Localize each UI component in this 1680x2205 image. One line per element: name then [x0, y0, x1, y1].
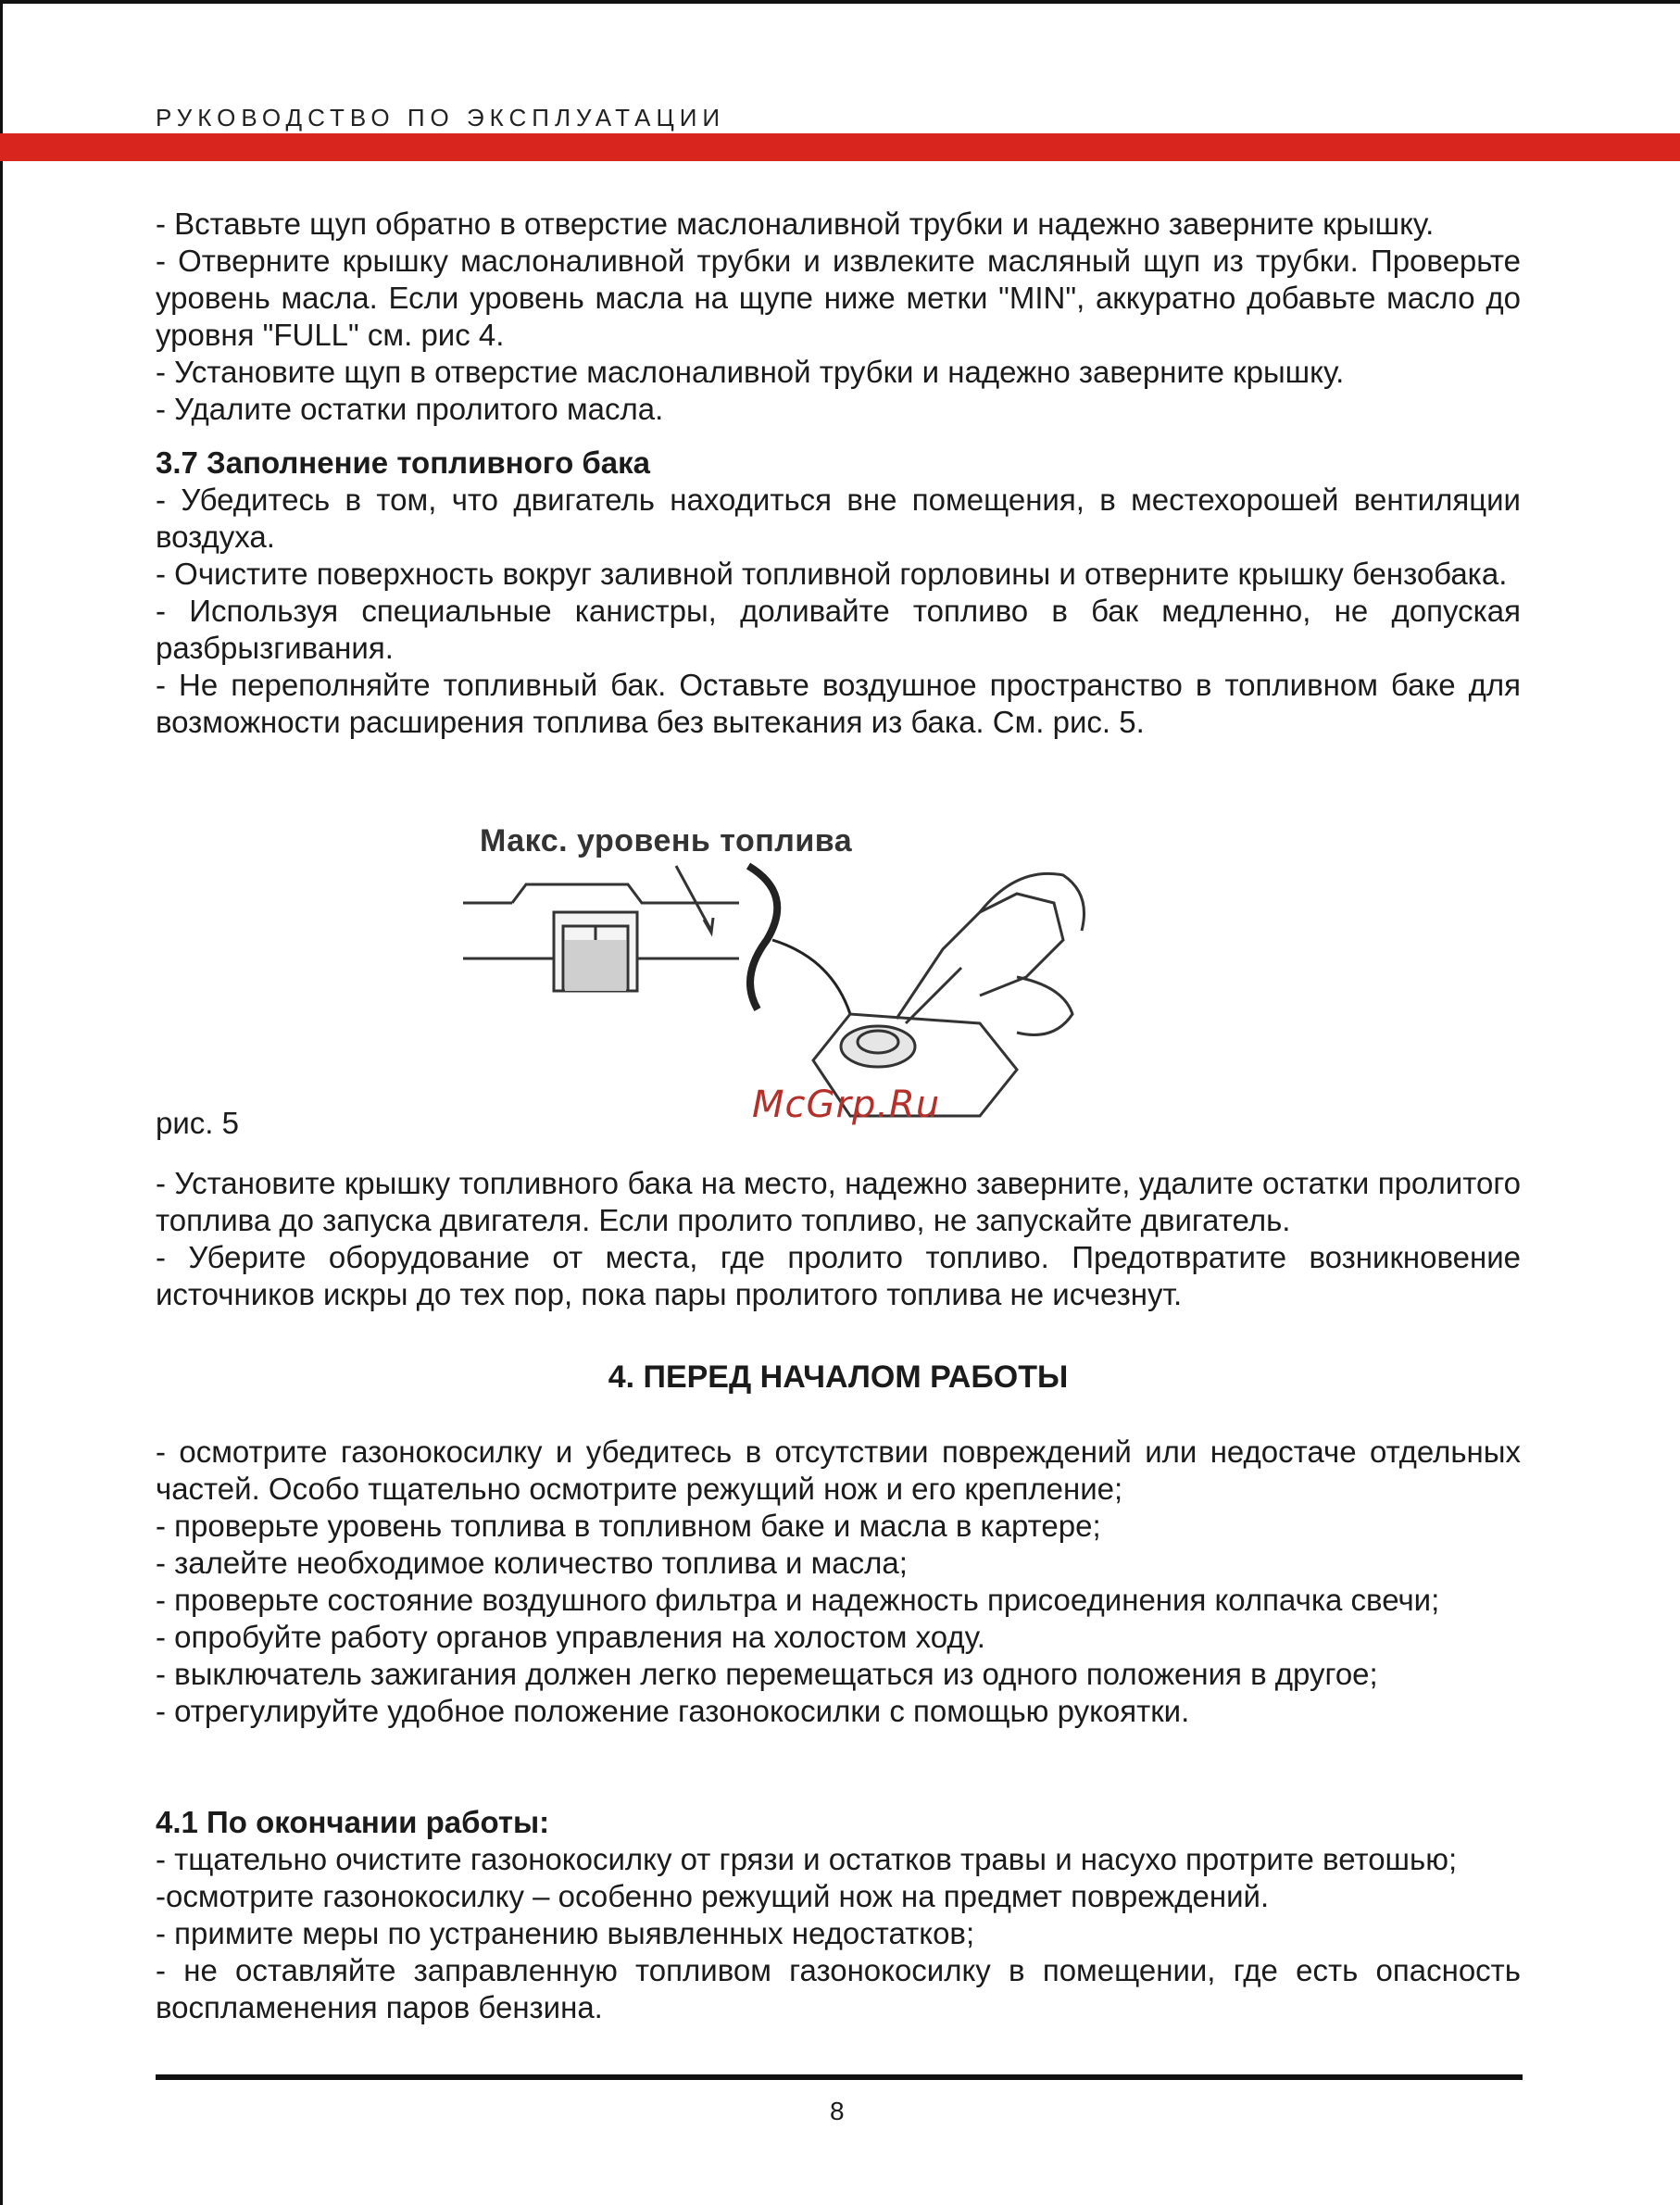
left-border [0, 0, 3, 2205]
list-item: - не оставляйте заправленную топливом газонокосилку в помещении, где есть опасность воспламенения паров бензина. [156, 1953, 1521, 2024]
figure-caption: рис. 5 [156, 1106, 239, 1140]
paragraph: - Установите щуп в отверстие маслоналивной трубки и надежно заверните крышку. [156, 355, 1345, 389]
list-item: - проверьте состояние воздушного фильтра и надежность присоединения колпачка свечи; [156, 1583, 1440, 1617]
section-heading: 3.7 Заполнение топливного бака [156, 445, 651, 480]
paragraph: - Отверните крышку маслоналивной трубки и извлеките масляный щуп из трубки. Проверьте уровень масла. Если уровень масла на щупе ниже метки "MIN", аккуратно добавьте масло до уровня "FULL" см. рис 4. [156, 244, 1521, 352]
top-border [0, 0, 1680, 4]
chapter-heading: 4. ПЕРЕД НАЧАЛОМ РАБОТЫ [608, 1359, 1069, 1395]
section-4-1 [156, 1804, 1521, 2026]
paragraph: - Уберите оборудование от места, где пролито топливо. Предотвратите возникновение источников искры до тех пор, пока пары пролитого топлива не исчезнут. [156, 1240, 1521, 1311]
fuel-fill [565, 940, 626, 991]
list-item: - тщательно очистите газонокосилку от грязи и остатков травы и насухо протрите ветошью; [156, 1842, 1458, 1876]
section-heading: 4.1 По окончании работы: [156, 1805, 550, 1839]
paragraph: - Вставьте щуп обратно в отверстие маслоналивной трубки и надежно заверните крышку. [156, 207, 1435, 241]
list-item: - осмотрите газонокосилку и убедитесь в отсутствии повреждений или недостаче отдельных частей. Особо тщательно осмотрите режущий нож и его крепление; [156, 1435, 1521, 1506]
footer-rule [156, 2074, 1523, 2080]
list-item: -осмотрите газонокосилку – особенно режущий нож на предмет повреждений. [156, 1879, 1270, 1913]
list-item: - проверьте уровень топлива в топливном баке и масла в картере; [156, 1509, 1101, 1543]
watermark: McGrp.Ru [752, 1084, 941, 1126]
list-item: - выключатель зажигания должен легко перемещаться из одного положения в другое; [156, 1657, 1378, 1691]
paragraph: - Не переполняйте топливный бак. Оставьте воздушное пространство в топливном баке для возможности расширения топлива без вытекания из бака. См. рис. 5. [156, 668, 1521, 739]
list-item: - примите меры по устранению выявленных недостатков; [156, 1916, 975, 1950]
oil-section [156, 206, 1521, 428]
list-item: - залейте необходимое количество топлива и масла; [156, 1546, 908, 1580]
after-figure-section [156, 1165, 1521, 1313]
chapter-4-list [156, 1434, 1521, 1730]
paragraph: - Установите крышку топливного бака на место, надежно заверните, удалите остатки пролитого топлива до запуска двигателя. Если пролито топливо, не запускайте двигатель. [156, 1166, 1521, 1237]
paragraph: - Используя специальные канистры, доливайте топливо в бак медленно, не допуская разбрызгивания. [156, 594, 1521, 665]
figure-label: Макс. уровень топлива [480, 823, 853, 858]
page-number: 8 [830, 2097, 845, 2125]
list-item: - отрегулируйте удобное положение газонокосилки с помощью рукоятки. [156, 1694, 1190, 1728]
section-3-7 [156, 445, 1521, 741]
paragraph: - Очистите поверхность вокруг заливной топливной горловины и отверните крышку бензобака. [156, 557, 1508, 591]
paragraph: - Убедитесь в том, что двигатель находиться вне помещения, в местехорошей вентиляции воздуха. [156, 482, 1521, 554]
header-red-band [0, 133, 1680, 161]
figure-5 [461, 810, 1091, 1130]
list-item: - опробуйте работу органов управления на холостом ходу. [156, 1620, 985, 1654]
paragraph: - Удалите остатки пролитого масла. [156, 392, 664, 426]
running-header: РУКОВОДСТВО ПО ЭКСПЛУАТАЦИИ [156, 104, 726, 132]
